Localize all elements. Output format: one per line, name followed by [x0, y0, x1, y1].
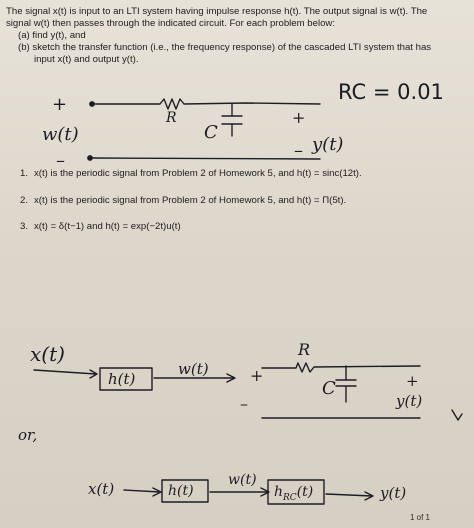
- circuit-input-label: w(t): [42, 124, 79, 145]
- circuit-minus-left: –: [56, 150, 65, 171]
- page-number: 1 of 1: [409, 513, 430, 522]
- chain-x-label: x(t): [88, 480, 115, 498]
- item-1-number: 1.: [20, 168, 29, 179]
- chain-hrc-arg: (t): [296, 484, 314, 500]
- capacitor-label: C: [204, 122, 218, 143]
- chain-hrc-sub: RC: [283, 492, 297, 503]
- item-3-text: x(t) = δ(t−1) and h(t) = exp(−2t)u(t): [34, 221, 181, 232]
- rc-value: RC = 0.01: [338, 80, 444, 104]
- hw-y-label: y(t): [396, 392, 423, 410]
- item-2-number: 2.: [20, 195, 29, 206]
- hw-plus-1: +: [250, 366, 264, 385]
- chain-hrc-h: h: [274, 484, 284, 500]
- hw-minus-1: –: [240, 394, 248, 413]
- chain-hrc-box: [274, 484, 313, 503]
- hw-resistor-label: R: [298, 340, 311, 359]
- circuit-plus-right: +: [292, 108, 306, 127]
- hw-h-box: h(t): [108, 370, 136, 388]
- chain-h-box: h(t): [168, 483, 194, 499]
- item-3-number: 3.: [20, 221, 29, 232]
- intro-line-1: The signal x(t) is input to an LTI system having impulse response h(t). The output signal is w(t). The: [6, 6, 428, 17]
- circuit-minus-right: –: [294, 140, 303, 161]
- part-b-line-2: input x(t) and output y(t).: [34, 54, 139, 65]
- hw-plus-2: +: [406, 372, 419, 390]
- item-1-text: x(t) is the periodic signal from Problem 2 of Homework 5, and h(t) = sinc(12t).: [34, 168, 362, 179]
- part-b-line-1: (b) sketch the transfer function (i.e., the frequency response) of the cascaded LTI system that has: [18, 42, 432, 53]
- hw-or-text: or,: [18, 426, 38, 444]
- hw-w-label: w(t): [178, 360, 209, 378]
- chain-w-label: w(t): [228, 472, 257, 488]
- resistor-label: R: [166, 110, 177, 126]
- part-a: (a) find y(t), and: [18, 30, 86, 41]
- circuit-output-label: y(t): [312, 134, 344, 155]
- item-2-text: x(t) is the periodic signal from Problem 2 of Homework 5, and h(t) = Π(5t).: [34, 195, 347, 206]
- circuit-plus-left: +: [52, 94, 68, 115]
- chain-y-label: y(t): [380, 484, 407, 502]
- hw-x-label: x(t): [30, 342, 65, 366]
- hw-capacitor-label: C: [322, 378, 336, 399]
- intro-line-2: signal w(t) then passes through the indicated circuit. For each problem below:: [6, 18, 336, 29]
